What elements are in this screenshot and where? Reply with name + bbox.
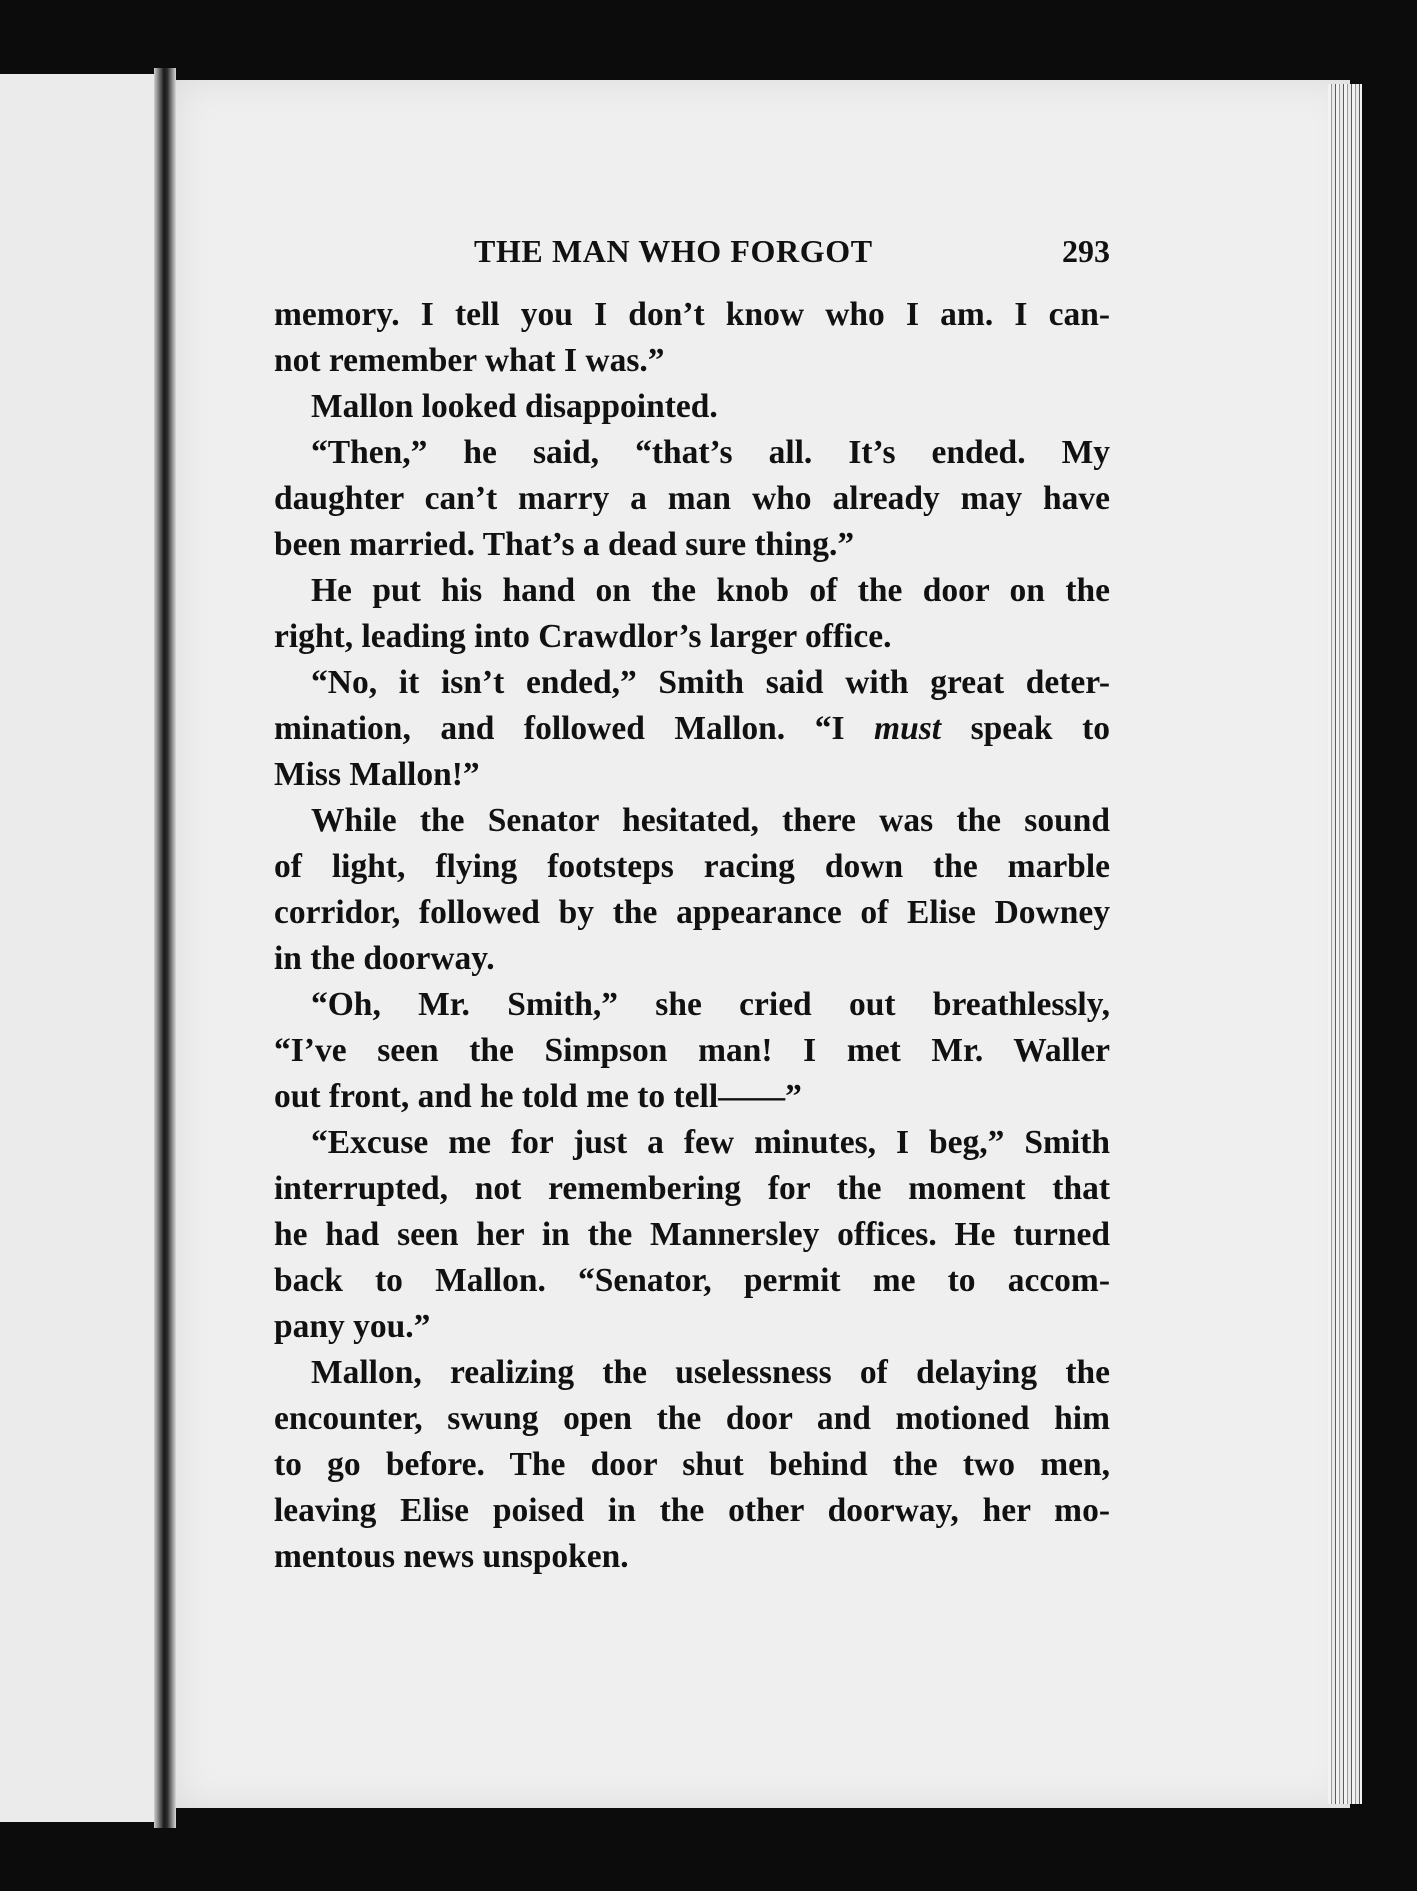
- text-run: mination, and followed Mallon. “I: [274, 710, 875, 747]
- text-line: pany you.”: [274, 1308, 431, 1345]
- text-line: “Oh, Mr. Smith,” she cried out breathlessly,: [311, 986, 1110, 1023]
- text-line: not remember what I was.”: [274, 342, 665, 379]
- emphasis: must: [874, 710, 942, 747]
- text-line: leaving Elise poised in the other doorway, her mo-: [274, 1492, 1110, 1529]
- text-line: to go before. The door shut behind the two men,: [274, 1446, 1110, 1483]
- text-line: Mallon looked disappointed.: [311, 388, 718, 425]
- page-edges: [1328, 84, 1362, 1804]
- text-run: speak to: [941, 710, 1110, 747]
- text-line: memory. I tell you I don’t know who I am. I can-: [274, 296, 1110, 333]
- page-number: 293: [1062, 233, 1110, 269]
- text-line: encounter, swung open the door and motioned him: [274, 1400, 1110, 1437]
- text-line: Miss Mallon!”: [274, 756, 480, 793]
- text-line: daughter can’t marry a man who already may have: [274, 480, 1110, 517]
- text-line: “No, it isn’t ended,” Smith said with great deter-: [311, 664, 1110, 701]
- text-line: “I’ve seen the Simpson man! I met Mr. Waller: [274, 1032, 1110, 1069]
- text-line: While the Senator hesitated, there was the sound: [311, 802, 1110, 839]
- text-line: back to Mallon. “Senator, permit me to accom-: [274, 1262, 1110, 1299]
- text-line: [274, 706, 1110, 752]
- text-line: mentous news unspoken.: [274, 1538, 629, 1575]
- text-line: “Then,” he said, “that’s all. It’s ended. My: [311, 434, 1110, 471]
- running-title: THE MAN WHO FORGOT: [474, 233, 873, 269]
- left-page: [0, 74, 165, 1822]
- text-line: of light, flying footsteps racing down the marble: [274, 848, 1110, 885]
- running-head: [274, 233, 1110, 273]
- text-line: Mallon, realizing the uselessness of delaying the: [311, 1354, 1110, 1391]
- text-line: right, leading into Crawdlor’s larger office.: [274, 618, 892, 655]
- text-line: interrupted, not remembering for the moment that: [274, 1170, 1110, 1207]
- text-line: in the doorway.: [274, 940, 495, 977]
- text-line: He put his hand on the knob of the door on the: [311, 572, 1110, 609]
- text-line: he had seen her in the Mannersley offices. He turned: [274, 1216, 1110, 1253]
- text-line: been married. That’s a dead sure thing.”: [274, 526, 855, 563]
- book-gutter: [154, 68, 176, 1828]
- text-line: out front, and he told me to tell——”: [274, 1078, 802, 1115]
- text-line: corridor, followed by the appearance of Elise Downey: [274, 894, 1110, 931]
- text-line: “Excuse me for just a few minutes, I beg,” Smith: [311, 1124, 1110, 1161]
